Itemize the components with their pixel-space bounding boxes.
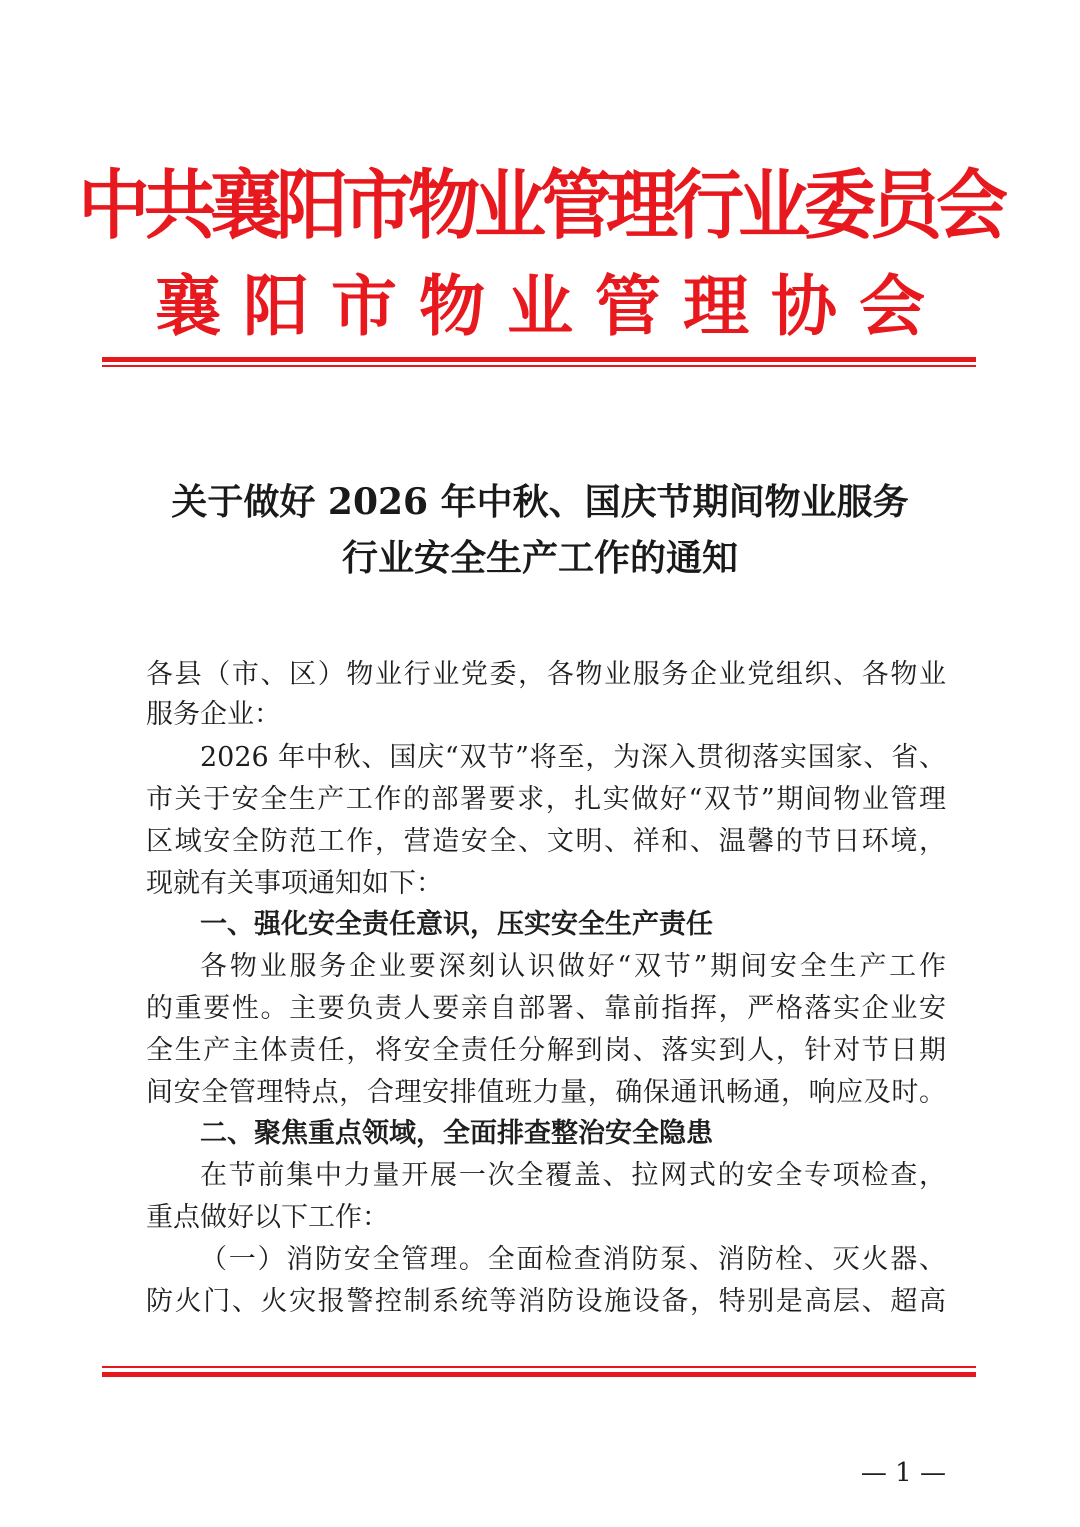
body-line-6: 现就有关事项通知如下： [146, 868, 443, 899]
body-line-14: 重点做好以下工作： [146, 1202, 389, 1233]
body-line-3: 2026 年中秋、国庆“双节”将至，为深入贯彻落实国家、省、 [200, 742, 946, 773]
body-line-5: 区域安全防范工作，营造安全、文明、祥和、温馨的节日环境， [146, 826, 946, 857]
body-line-13: 在节前集中力量开展一次全覆盖、拉网式的安全专项检查， [200, 1160, 946, 1191]
page-number: — 1 — [860, 1458, 946, 1488]
notice-title-line1: 关于做好 2026 年中秋、国庆节期间物业服务 [171, 481, 909, 523]
body-line-2: 服务企业： [146, 699, 281, 730]
letterhead-org1: 中共襄阳市物业管理行业委员会 [77, 160, 1002, 250]
letterhead-org2: 襄阳市物业管理协会 [155, 268, 947, 345]
body-line-16: 防火门、火灾报警控制系统等消防设施设备，特别是高层、超高 [146, 1286, 946, 1317]
body-line-11: 间安全管理特点，合理安排值班力量，确保通讯畅通，响应及时。 [146, 1077, 946, 1108]
body-line-8: 各物业服务企业要深刻认识做好“双节”期间安全生产工作 [200, 951, 946, 982]
header-rule-thin [102, 365, 976, 367]
body-line-1: 各县（市、区）物业行业党委，各物业服务企业党组织、各物业 [146, 659, 946, 690]
body-line-10: 全生产主体责任，将安全责任分解到岗、落实到人，针对节日期 [146, 1035, 946, 1066]
notice-title-line2: 行业安全生产工作的通知 [341, 537, 738, 579]
footer-rule-thin [102, 1366, 976, 1368]
body-line-9: 的重要性。主要负责人要亲自部署、靠前指挥，严格落实企业安 [146, 993, 946, 1024]
body-line-15: （一）消防安全管理。全面检查消防泵、消防栓、灭火器、 [200, 1244, 946, 1275]
section-heading-1: 一、强化安全责任意识，压实安全生产责任 [200, 909, 713, 940]
footer-rule-thick [102, 1372, 976, 1377]
section-heading-2: 二、聚焦重点领域，全面排查整治安全隐患 [200, 1118, 713, 1149]
body-line-4: 市关于安全生产工作的部署要求，扎实做好“双节”期间物业管理 [146, 784, 946, 815]
header-rule-thick [102, 357, 976, 362]
